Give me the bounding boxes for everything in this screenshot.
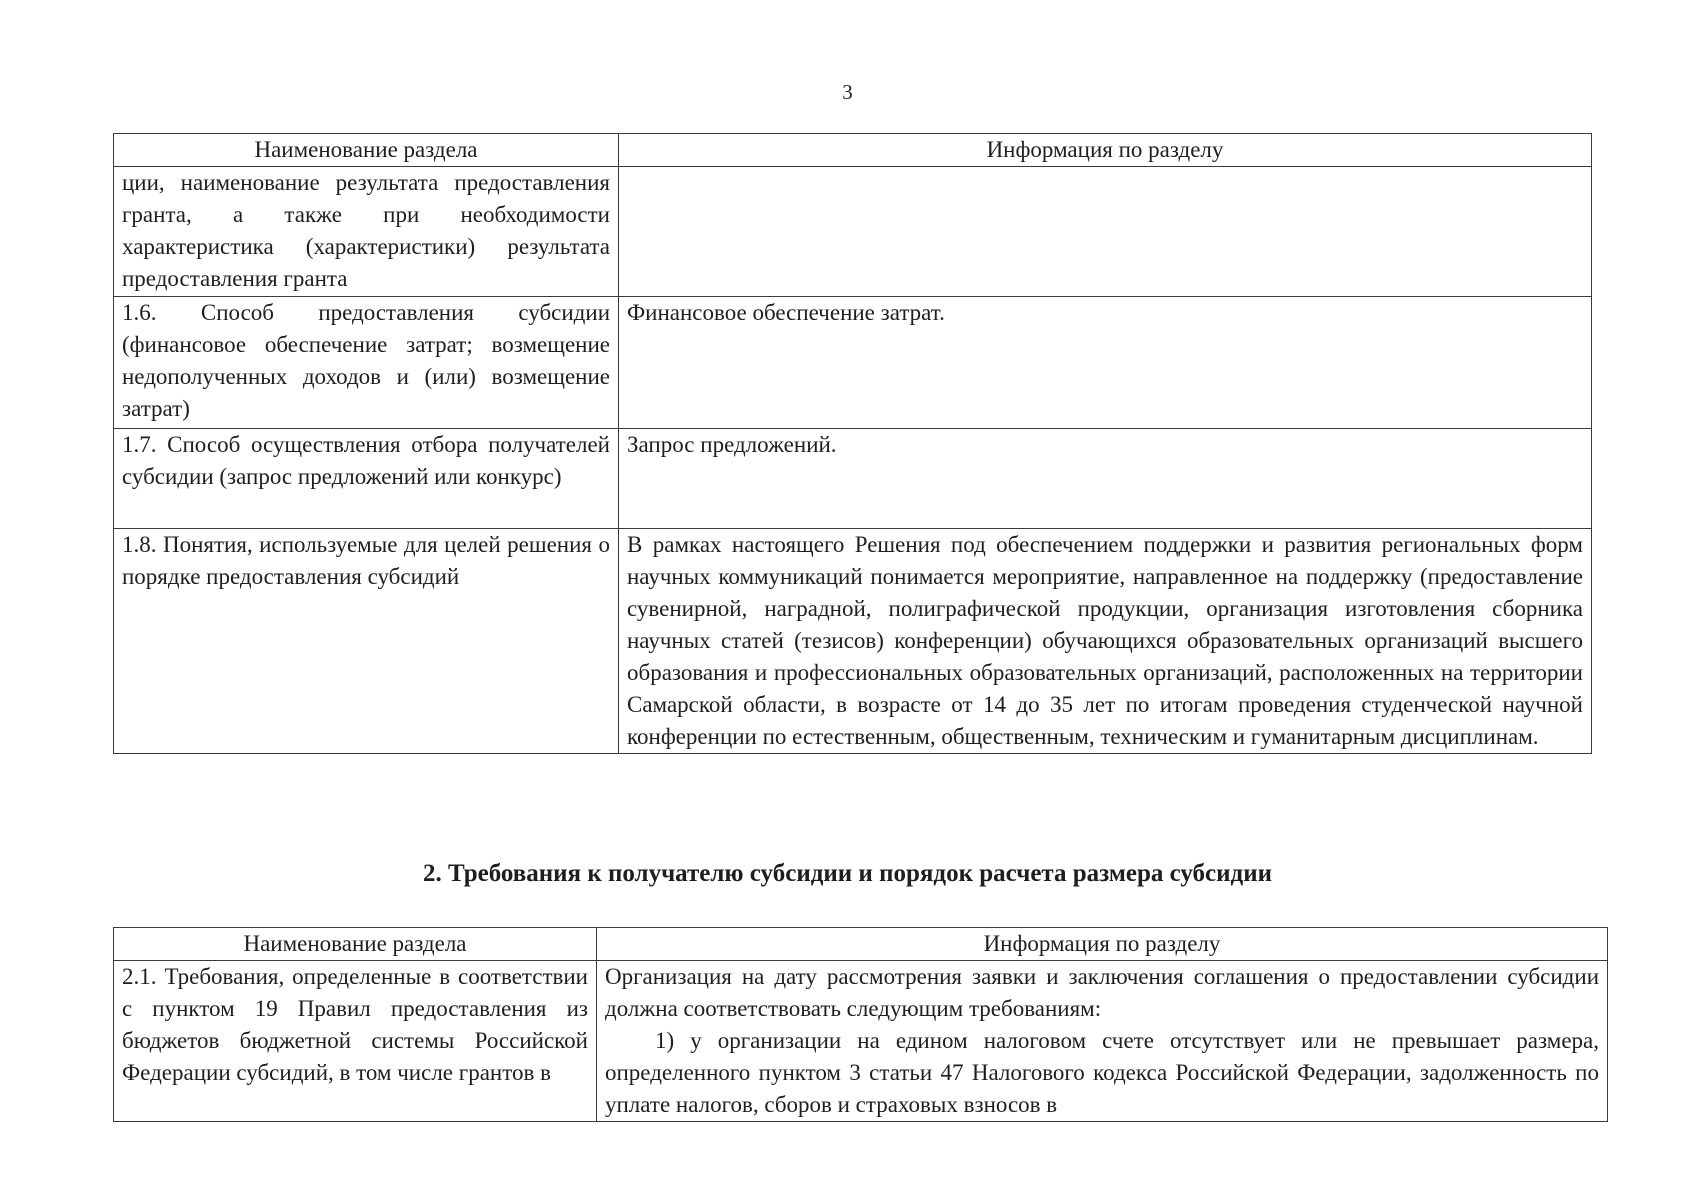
row-name-cell: 1.6. Способ предоставления субсидии (финансовое обеспечение затрат; возмещение недополученных доходов и (или) возмещение затрат) bbox=[114, 297, 619, 429]
row-name-cell: ции, наименование результата предоставления гранта, а также при необходимости характеристика (характеристики) результата предоставления гранта bbox=[114, 167, 619, 297]
page-number: 3 bbox=[842, 80, 853, 104]
row-info-cell: Финансовое обеспечение затрат. bbox=[619, 297, 1592, 429]
section-2-table bbox=[113, 927, 1608, 1122]
section-1-table bbox=[113, 133, 1592, 754]
column-header-info: Информация по разделу bbox=[597, 928, 1608, 961]
column-header-info: Информация по разделу bbox=[619, 134, 1592, 167]
info-paragraph: 1) у организации на едином налоговом счете отсутствует или не превышает размера, определенного пунктом 3 статьи 47 Налогового кодекса Российской Федерации, задолженность по уплате налогов, сборов и страховых взносов в bbox=[605, 1028, 1599, 1117]
row-name-cell: 1.8. Понятия, используемые для целей решения о порядке предоставления субсидий bbox=[114, 529, 619, 754]
column-header-name: Наименование раздела bbox=[114, 928, 597, 961]
section-heading: 2. Требования к получателю субсидии и порядок расчета размера субсидии bbox=[422, 860, 1273, 887]
table-row bbox=[114, 297, 1592, 429]
row-name-cell: 1.7. Способ осуществления отбора получателей субсидии (запрос предложений или конкурс) bbox=[114, 429, 619, 529]
row-info-cell: В рамках настоящего Решения под обеспечением поддержки и развития региональных форм научных коммуникаций понимается мероприятие, направленное на поддержку (предоставление сувенирной, наградной, полиграфической продукции, организация изготовления сборника научных статей (тезисов) конференции) обучающихся образовательных организаций высшего образования и профессиональных образовательных организаций, расположенных на территории Самарской области, в возрасте от 14 до 35 лет по итогам проведения студенческой научной конференции по естественным, общественным, техническим и гуманитарным дисциплинам. bbox=[619, 529, 1592, 754]
info-paragraph: Организация на дату рассмотрения заявки и заключения соглашения о предоставлении субсидии должна соответствовать следующим требованиям: bbox=[605, 964, 1599, 1021]
table-row bbox=[114, 429, 1592, 529]
row-info-cell bbox=[597, 961, 1608, 1122]
table-header-row bbox=[114, 134, 1592, 167]
row-info-cell bbox=[619, 167, 1592, 297]
table-header-row bbox=[114, 928, 1608, 961]
table-row bbox=[114, 961, 1608, 1122]
table-row bbox=[114, 529, 1592, 754]
table-row bbox=[114, 167, 1592, 297]
row-info-cell: Запрос предложений. bbox=[619, 429, 1592, 529]
column-header-name: Наименование раздела bbox=[114, 134, 619, 167]
row-name-cell: 2.1. Требования, определенные в соответствии с пунктом 19 Правил предоставления из бюджетов бюджетной системы Российской Федерации субсидий, в том числе грантов в bbox=[114, 961, 597, 1122]
